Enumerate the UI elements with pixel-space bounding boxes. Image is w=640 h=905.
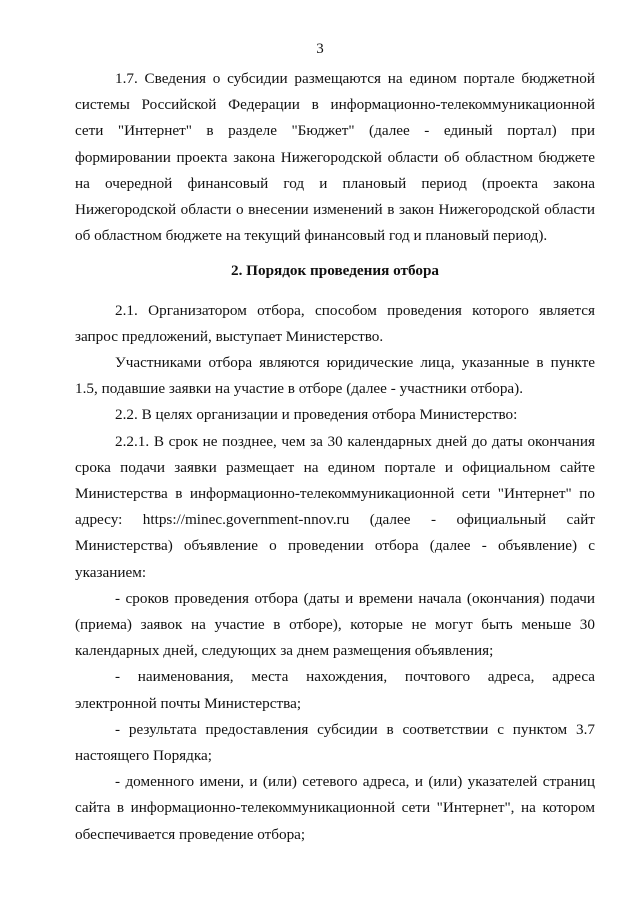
section-heading: 2. Порядок проведения отбора [230,262,440,280]
document-body [75,66,595,848]
paragraph-1-7: 1.7. Сведения о субсидии размещаются на едином портале бюджетной системы Российской Федерации в информационно-телекоммуникационной сети "Интернет" в разделе "Бюджет" (далее - единый портал) при формировании проекта закона Нижегородской области об областном бюджете на очередной финансовый год и плановый период (проекта закона Нижегородской области о внесении изменений в закон Нижегородской области об областном бюджете на текущий финансовый год и плановый период). [75,70,595,245]
list-item-deadlines: - сроков проведения отбора (даты и времени начала (окончания) подачи (приема) заявок на участие в отборе), которые не могут быть меньше 30 календарных дней, следующих за днем размещения объявления; [75,589,595,660]
paragraph-participants: Участниками отбора являются юридические лица, указанные в пункте 1.5, подавшие заявки на участие в отборе (далее - участники отбора). [75,354,595,398]
list-item-ministry-contacts: - наименования, места нахождения, почтового адреса, адреса электронной почты Министерства; [75,668,595,712]
list-item-subsidy-result: - результата предоставления субсидии в соответствии с пунктом 3.7 настоящего Порядка; [75,720,595,765]
page-number: 3 [316,41,324,57]
paragraph-2-2: 2.2. В целях организации и проведения отбора Министерство: [115,406,518,424]
paragraph-2-1: 2.1. Организатором отбора, способом проведения которого является запрос предложений, выступает Министерство. [75,301,595,345]
list-item-domain-name: - доменного имени, и (или) сетевого адреса, и (или) указателей страниц сайта в информационно-телекоммуникационной сети "Интернет", на котором обеспечивается проведение отбора; [75,773,595,843]
paragraph-2-2-1: 2.2.1. В срок не позднее, чем за 30 календарных дней до даты окончания срока подачи заявки размещает на едином портале и официальном сайте Министерства в информационно-телекоммуникационной сети "Интернет" по адресу: https://minec.government-nnov.ru (далее - официальный сайт Министерства) объявление о проведении отбора (далее - объявление) с указанием: [75,432,595,581]
